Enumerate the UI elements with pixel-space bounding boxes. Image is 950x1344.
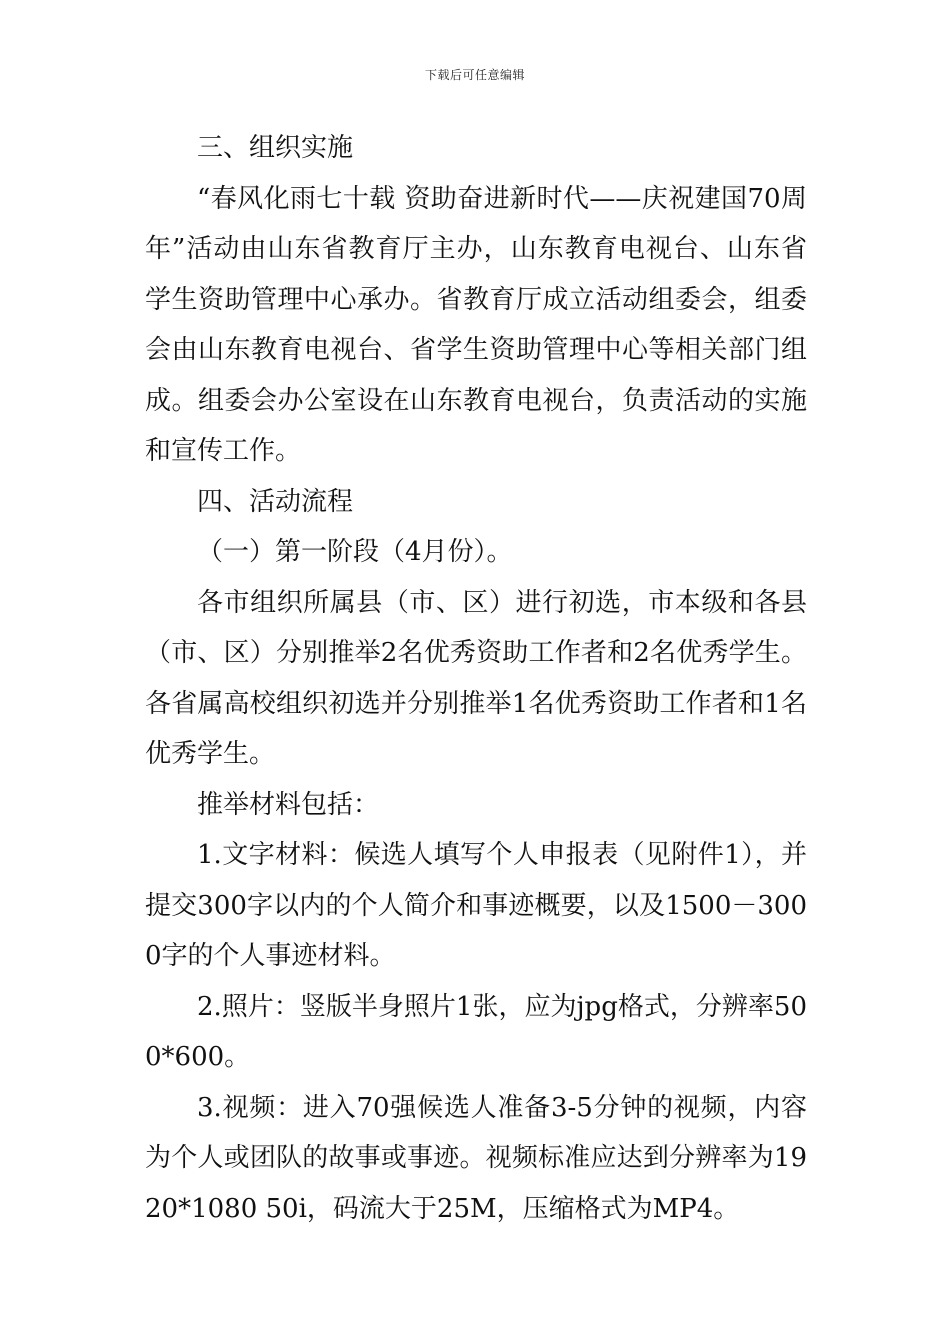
section-heading-organization: 三、组织实施 <box>197 133 354 163</box>
paragraph-materials-intro: 推举材料包括： <box>197 789 380 820</box>
subheading-stage-one: （一）第一阶段（4月份）。 <box>197 537 513 567</box>
list-item-photo: 2.照片：竖版半身照片1张，应为jpg格式，分辨率500*600。 <box>145 991 807 1072</box>
document-body <box>145 123 807 1234</box>
paragraph-preliminary-selection: 各市组织所属县（市、区）进行初选，市本级和各县（市、区）分别推举2名优秀资助工作者和2名优秀学生。各省属高校组织初选并分别推举1名优秀资助工作者和1名优秀学生。 <box>145 587 807 769</box>
list-item-video: 3.视频：进入70强候选人准备3-5分钟的视频，内容为个人或团队的故事或事迹。视频标准应达到分辨率为1920*1080 50i，码流大于25M，压缩格式为MP4。 <box>145 1092 807 1224</box>
section-heading-activity-process: 四、活动流程 <box>197 486 354 517</box>
paragraph-organization-detail: “春风化雨七十载 资助奋进新时代——庆祝建国70周年”活动由山东省教育厅主办，山东教育电视台、山东省学生资助管理中心承办。省教育厅成立活动组委会，组委会由山东教育电视台、省学生资助管理中心等相关部门组成。组委会办公室设在山东教育电视台，负责活动的实施和宣传工作。 <box>145 183 807 466</box>
list-item-text-materials: 1.文字材料：候选人填写个人申报表（见附件1），并提交300字以内的个人简介和事迹概要，以及1500－3000字的个人事迹材料。 <box>145 840 807 971</box>
page-header: 下载后可任意编辑 <box>424 68 525 82</box>
